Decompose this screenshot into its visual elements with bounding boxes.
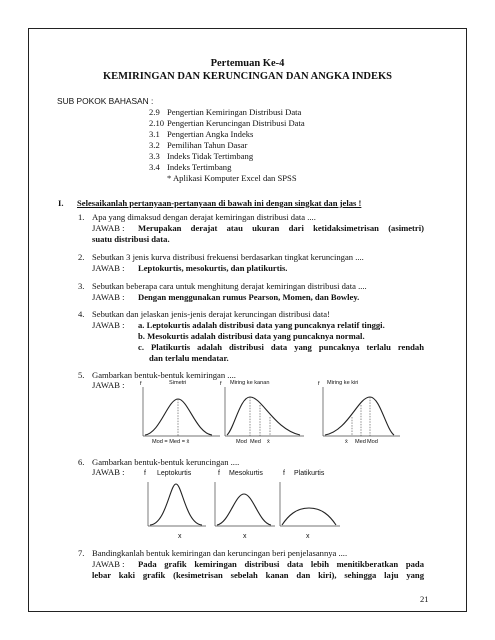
answer-label: JAWAB : <box>92 223 125 233</box>
sub-topic-num: 3.1 <box>149 129 160 139</box>
answer-text: suatu distribusi data. <box>92 234 170 244</box>
platykurtic-curve-graph <box>278 480 340 530</box>
question-number: 4. <box>78 309 85 319</box>
answer-item: b. Mesokurtis adalah distribusi data yang puncaknya normal. <box>138 331 365 341</box>
f-axis-label: f <box>144 470 146 477</box>
mean-label: x̄ <box>345 439 348 445</box>
section-number: I. <box>58 198 64 208</box>
question-number: 2. <box>78 252 85 262</box>
sub-topic-num: 2.9 <box>149 107 160 117</box>
question-number: 3. <box>78 281 85 291</box>
sub-topic-text: Indeks Tidak Tertimbang <box>167 151 254 161</box>
f-axis-label: f <box>318 381 320 387</box>
page-number: 21 <box>420 594 429 604</box>
right-skew-curve-graph <box>222 385 304 440</box>
question-number: 1. <box>78 212 85 222</box>
sub-topic-text: Pengertian Keruncingan Distribusi Data <box>167 118 305 128</box>
sub-topic-note: * Aplikasi Komputer Excel dan SPSS <box>167 173 297 183</box>
answer-label: JAWAB : <box>92 320 125 330</box>
x-axis-label: x <box>243 533 247 540</box>
section-instruction: Selesaikanlah pertanyaan-pertanyaan di bawah ini dengan singkat dan jelas ! <box>77 198 362 208</box>
sub-topics-label: SUB POKOK BAHASAN : <box>57 96 154 106</box>
answer-label: JAWAB : <box>92 292 125 302</box>
question-text: Gambarkan bentuk-bentuk kemiringan .... <box>92 370 236 380</box>
symmetric-graph-title: Simetri <box>169 380 187 386</box>
sub-topic-num: 3.3 <box>149 151 160 161</box>
x-axis-label: x <box>306 533 310 540</box>
answer-text: Pada grafik kemiringan distribusi data lebih menitikberatkan pada <box>138 559 424 569</box>
answer-item: c. Platikurtis adalah distribusi data yang puncaknya terlalu rendah <box>138 342 424 352</box>
leptokurtic-title: Leptokurtis <box>157 470 192 477</box>
answer-text: Leptokurtis, mesokurtis, dan platikurtis. <box>138 263 288 273</box>
platykurtic-title: Platikurtis <box>294 470 325 477</box>
symmetric-curve-graph <box>140 385 220 440</box>
sub-topic-text: Indeks Tertimbang <box>167 162 232 172</box>
mesokurtic-title: Mesokurtis <box>229 470 263 477</box>
sub-topic-text: Pengertian Kemiringan Distribusi Data <box>167 107 302 117</box>
answer-label: JAWAB : <box>92 263 125 273</box>
answer-label: JAWAB : <box>92 467 125 477</box>
page-title: KEMIRINGAN DAN KERUNCINGAN DAN ANGKA INDEKS <box>102 71 393 82</box>
question-number: 7. <box>78 548 85 558</box>
mesokurtic-curve-graph <box>213 480 275 530</box>
median-label: Med <box>250 439 261 445</box>
sub-topic-num: 2.10 <box>149 118 165 128</box>
answer-text: Dengan menggunakan rumus Pearson, Momen, dan Bowley. <box>138 292 360 302</box>
sub-topic-num: 3.4 <box>149 162 160 172</box>
question-text: Bandingkanlah bentuk kemiringan dan keruncingan beri penjelasannya .... <box>92 548 348 558</box>
answer-text: Merupakan derajat atau ukuran dari ketidaksimetrisan (asimetri) <box>138 223 424 233</box>
sub-topic-text: Pengertian Angka Indeks <box>167 129 254 139</box>
answer-label: JAWAB : <box>92 559 125 569</box>
meeting-heading: Pertemuan Ke-4 <box>210 58 285 69</box>
mode-label: Mod <box>367 439 378 445</box>
mean-label: x̄ <box>267 439 270 445</box>
answer-item: dan terlalu mendatar. <box>149 353 229 363</box>
leptokurtic-curve-graph <box>146 480 206 530</box>
f-axis-label: f <box>283 470 285 477</box>
sub-topic-num: 3.2 <box>149 140 160 150</box>
answer-item: a. Leptokurtis adalah distribusi data yang puncaknya relatif tinggi. <box>138 320 385 330</box>
answer-label: JAWAB : <box>92 380 125 390</box>
symmetric-axis-label: Mod = Med = x̄ <box>152 439 190 445</box>
question-text: Sebutkan dan jelaskan jenis-jenis derajat keruncingan distribusi data! <box>92 309 330 319</box>
question-text: Apa yang dimaksud dengan derajat kemiringan distribusi data .... <box>92 212 316 222</box>
sub-topic-text: Pemilihan Tahun Dasar <box>167 140 248 150</box>
left-skew-curve-graph <box>320 385 400 440</box>
question-text: Gambarkan bentuk-bentuk keruncingan .... <box>92 457 240 467</box>
x-axis-label: x <box>178 533 182 540</box>
median-label: Med <box>355 439 366 445</box>
right-skew-graph-title: Miring ke kanan <box>230 380 270 386</box>
answer-text: lebar kaki grafik (kesimetrisan sebelah kanan dan kiri), sehingga laju yang <box>92 570 424 580</box>
question-text: Sebutkan 3 jenis kurva distribusi frekuensi berdasarkan tingkat keruncingan .... <box>92 252 364 262</box>
left-skew-graph-title: Miring ke kiri <box>327 380 359 386</box>
f-axis-label: f <box>140 381 142 387</box>
question-number: 6. <box>78 457 85 467</box>
f-axis-label: f <box>220 381 222 387</box>
question-number: 5. <box>78 370 85 380</box>
f-axis-label: f <box>218 470 220 477</box>
question-text: Sebutkan beberapa cara untuk menghitung derajat kemiringan distribusi data .... <box>92 281 367 291</box>
mode-label: Mod <box>236 439 247 445</box>
